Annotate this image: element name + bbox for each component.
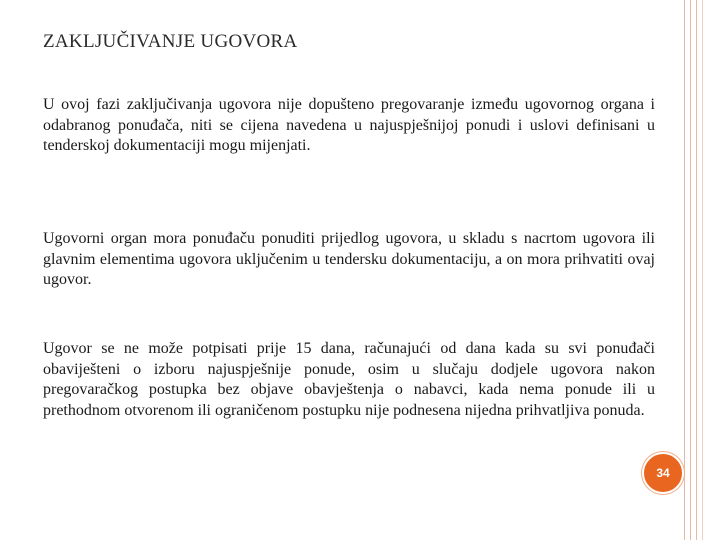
slide-title: ZAKLJUČIVANJE UGOVORA	[43, 31, 298, 52]
paragraph-signing-period: Ugovor se ne može potpisati prije 15 dana, računajući od dana kada su svi ponuđači obaviješteni o izboru najuspješnije ponude, osim u slučaju dodjele ugovora nakon pregovaračkog postupka bez objave obavještenja o nabavci, kada nema ponude ili u prethodnom otvorenom ili ograničenom postupku nije podnesena nijedna prihvatljiva ponuda.	[43, 340, 655, 419]
paragraph-contract-offer: Ugovorni organ mora ponuđaču ponuditi prijedlog ugovora, u skladu s nacrtom ugovora ili glavnim elementima ugovora uključenim u tendersku dokumentaciju, a on mora prihvatiti ovaj ugovor.	[43, 230, 655, 288]
decorative-rail-line	[684, 0, 685, 540]
decorative-rail-line	[690, 0, 691, 540]
decorative-rail-line	[696, 0, 697, 540]
page-number-badge: 34	[642, 452, 684, 494]
decorative-rail-line	[702, 0, 703, 540]
paragraph-negotiation: U ovoj fazi zaključivanja ugovora nije dopušteno pregovaranje između ugovornog organa i odabranog ponuđača, niti se cijena navedena u najuspješnijoj ponudi i uslovi definisani u tenderskoj dokumentaciji mogu mijenjati.	[43, 96, 655, 154]
